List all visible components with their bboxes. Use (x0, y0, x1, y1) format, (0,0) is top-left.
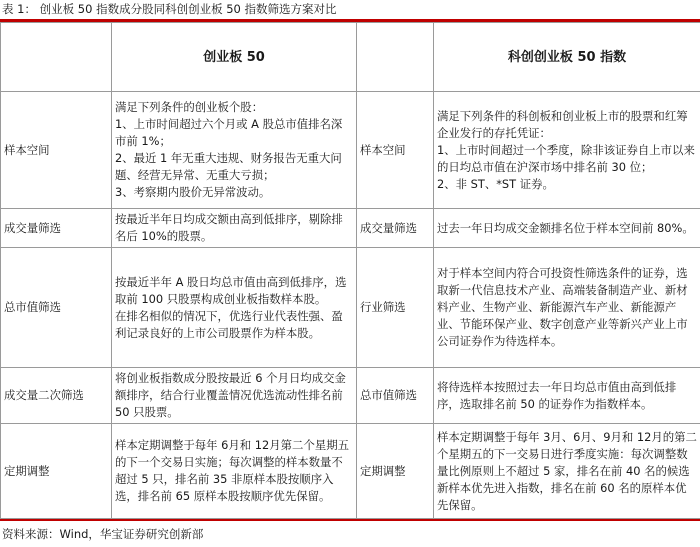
table-row (1, 368, 700, 424)
row-content-right: 对于样本空间内符合可投资性筛选条件的证券，选取新一代信息技术产业、高端装备制造产业、新材料产业、生物产业、新能源汽车产业、新能源产业、节能环保产业、数字创意产业等新兴产业上市公司证券作为待选样本。 (434, 248, 700, 368)
table-caption: 表 1： 创业板 50 指数成分股同科创创业板 50 指数筛选方案对比 (2, 2, 337, 16)
row-label-left: 成交量筛选 (1, 209, 112, 248)
row-label-right: 行业筛选 (357, 248, 434, 368)
row-content-right (434, 92, 700, 209)
row-label-right: 成交量筛选 (357, 209, 434, 248)
row-content-right: 将待选样本按照过去一年日均总市值由高到低排序，选取排名前 50 的证券作为指数样本。 (434, 368, 700, 424)
table-header-row (1, 23, 700, 92)
row-content-left (112, 92, 357, 209)
row-label-left: 定期调整 (1, 424, 112, 519)
header-left-title: 创业板 50 (112, 23, 357, 92)
header-right-title: 科创创业板 50 指数 (434, 23, 700, 92)
row-label-right: 总市值筛选 (357, 368, 434, 424)
row-content-right: 过去一年日均成交金额排名位于样本空间前 80%。 (434, 209, 700, 248)
comparison-table (0, 22, 700, 519)
left-paragraph-2: 在排名相似的情况下，优选行业代表性强、盈利记录良好的上市公司股票作为样本股。 (115, 308, 343, 340)
header-corner-right (357, 23, 434, 92)
row-label-left: 成交量二次筛选 (1, 368, 112, 424)
row-content-left: 按最近半年日均成交额由高到低排序，剔除排名后 10%的股票。 (112, 209, 357, 248)
left-item-2: 2、最近 1 年无重大违规、财务报告无重大问题、经营无异常、无重大亏损； (115, 151, 342, 182)
table-row (1, 248, 700, 368)
row-label-left: 总市值筛选 (1, 248, 112, 368)
source-note: 资料来源：Wind，华宝证券研究创新部 (2, 527, 204, 541)
row-content-left: 样本定期调整于每年 6月和 12月第二个星期五的下一个交易日实施；每次调整的样本数量不超过 5 只，排名前 35 非原样本股按顺序入选，排名前 65 原样本股按顺序优先保留。 (112, 424, 357, 519)
row-label-right: 样本空间 (357, 92, 434, 209)
left-item-1: 1、上市时间超过六个月或 A 股总市值排名深市前 1%； (115, 117, 343, 148)
table-row (1, 209, 700, 248)
header-corner (1, 23, 112, 92)
right-item-1: 1、上市时间超过一个季度，除非该证券自上市以来的日均总市值在沪深市场中排名前 30 位； (437, 142, 695, 174)
table-row (1, 424, 700, 519)
footer-divider (0, 519, 700, 521)
right-intro: 满足下列条件的科创板和创业板上市的股票和红筹企业发行的存托凭证： (437, 108, 688, 140)
table-row (1, 92, 700, 209)
left-item-3: 3、考察期内股价无异常波动。 (115, 185, 271, 199)
row-content-left: 将创业板指数成分股按最近 6 个月日均成交金额排序，结合行业覆盖情况优选流动性排名前 50 只股票。 (112, 368, 357, 424)
row-label-left: 样本空间 (1, 92, 112, 209)
row-content-left (112, 248, 357, 368)
left-intro: 满足下列条件的创业板个股： (115, 100, 264, 114)
row-label-right: 定期调整 (357, 424, 434, 519)
left-paragraph-1: 按最近半年 A 股日均总市值由高到低排序，选取前 100 只股票构成创业板指数样本股。 (115, 274, 347, 306)
row-content-right: 样本定期调整于每年 3月、6月、9月和 12月的第二个星期五的下一交易日进行季度实施：每次调整数量比例原则上不超过 5 家，排名在前 40 名的候选新样本优先进入指数，排名在前 60 名的原样本优先保留。 (434, 424, 700, 519)
right-item-2: 2、非 ST、*ST 证券。 (437, 176, 554, 191)
